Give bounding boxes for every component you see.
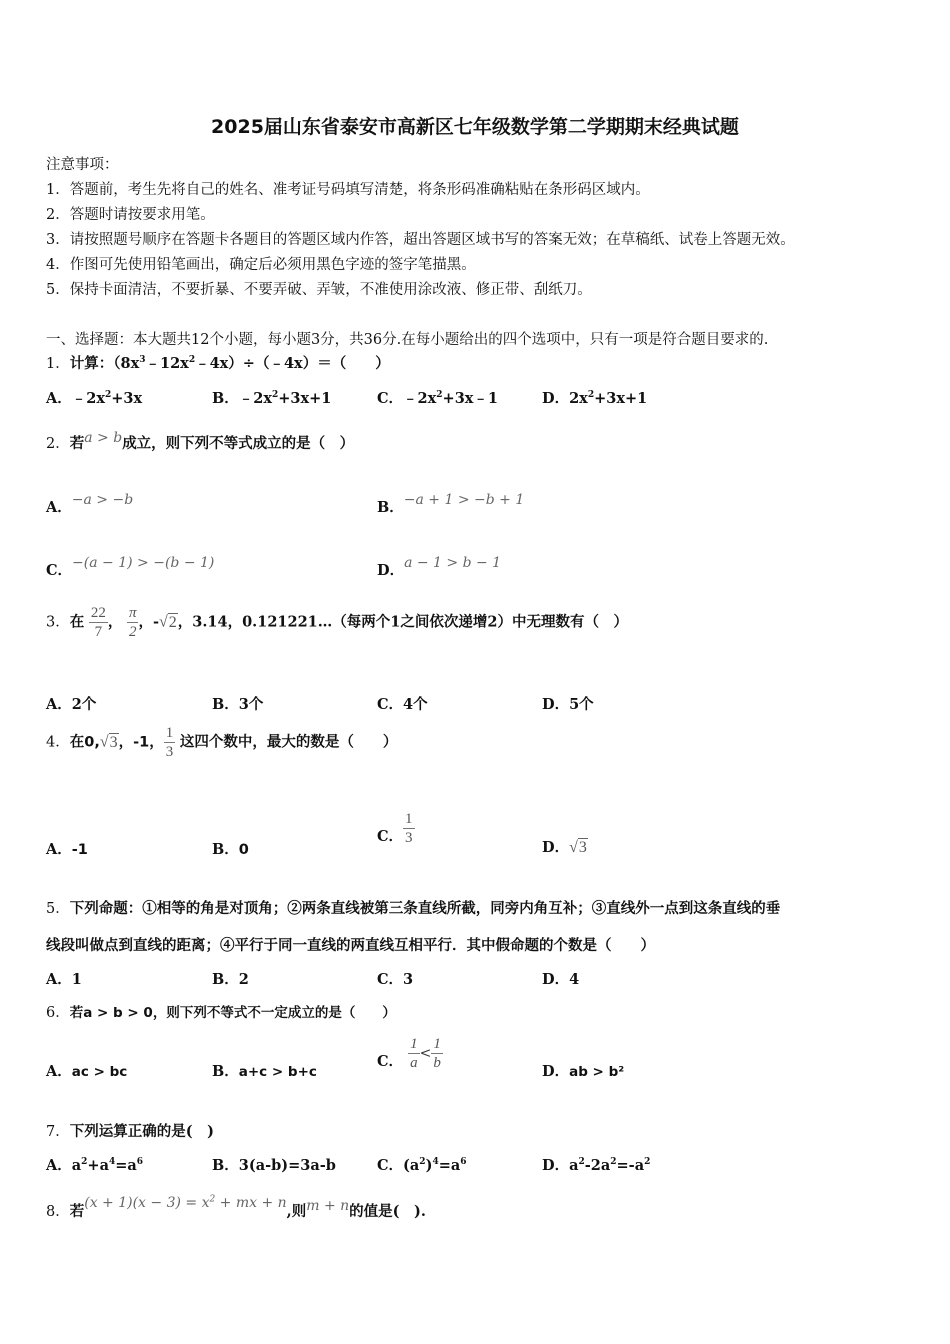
question-6 (46, 1001, 396, 1022)
option-text: C．﹣2x (377, 390, 437, 407)
question-text: 这四个数中，最大的数是（ ） (179, 734, 398, 751)
question-number: 2． (46, 436, 70, 452)
math-expression: m + n (306, 1198, 350, 1214)
question-4 (46, 724, 397, 761)
note-item: 4．作图可先使用铅笔画出，确定后必须用黑色字迹的签字笔描黑。 (46, 257, 476, 273)
option-label: D． (542, 1063, 570, 1080)
square-root: √3 (99, 733, 118, 751)
option-c[interactable] (377, 810, 415, 847)
option-b[interactable]: B．2 (212, 971, 249, 988)
question-number: 1． (46, 356, 70, 372)
note-item: 2．答题时请按要求用笔。 (46, 207, 215, 223)
math-expression: −a > −b (71, 492, 134, 508)
question-text: 下列运算正确的是( ) (69, 1123, 214, 1140)
math-expression: $(x + 1)(x - 3) = x^2$ + mx + n (84, 1194, 287, 1211)
question-7 (46, 1120, 214, 1141)
option-label: C． (377, 1052, 404, 1070)
question-number: 8． (46, 1204, 70, 1220)
square-root: √3 (569, 839, 587, 856)
question-text: ，-1， (118, 734, 164, 751)
question-8 (46, 1194, 426, 1221)
note-item: 3．请按照题号顺序在答题卡各题目的答题区域内作答，超出答题区域书写的答案无效；在草稿纸、试卷上答题无效。 (46, 232, 795, 248)
option-label: D． (377, 562, 405, 579)
option-d[interactable] (542, 387, 647, 408)
option-d[interactable]: D．4 (542, 971, 580, 988)
option-text: B．﹣2x (212, 390, 272, 407)
option-c[interactable]: C．4个 (377, 696, 428, 713)
fraction: $\frac{1}{3}$ (405, 811, 413, 846)
option-text: 0 (238, 842, 249, 858)
option-a[interactable] (46, 838, 88, 859)
option-d[interactable] (542, 836, 588, 857)
question-text: ﹣4x）÷（﹣4x）＝（ ） (195, 355, 390, 372)
option-a[interactable]: A．1 (46, 971, 82, 988)
question-text: 的值是( ). (349, 1203, 426, 1220)
option-label: A． (46, 499, 72, 516)
option-text: ac > bc (71, 1064, 128, 1080)
question-text: 若a > b > 0，则下列不等式不一定成立的是（ ） (69, 1005, 396, 1021)
option-a[interactable]: A．2个 (46, 696, 97, 713)
question-number: 6． (46, 1005, 70, 1021)
math-expression: −a + 1 > −b + 1 (403, 492, 525, 508)
math-expression: a > b (84, 430, 123, 446)
option-d[interactable] (542, 1060, 624, 1081)
question-number: 4． (46, 734, 70, 751)
question-text: 在 (69, 613, 85, 631)
question-5 (46, 897, 780, 918)
section-heading: 一、选择题：本大题共12个小题，每小题3分，共36分.在每小题给出的四个选项中，只有一项是符合题目要求的. (46, 332, 769, 348)
option-text: A．﹣2x (46, 390, 105, 407)
question-number: 5． (46, 901, 70, 917)
option-text: a+c > b+c (238, 1064, 317, 1080)
option-label: C． (377, 827, 404, 845)
question-text: ,则 (286, 1203, 307, 1220)
option-a[interactable] (46, 387, 142, 408)
question-5-continued: 线段叫做点到直线的距离；④平行于同一直线的两直线互相平行．其中假命题的个数是（ ） (46, 937, 655, 954)
note-item: 5．保持卡面清洁，不要折暴、不要弄破、弄皱，不准使用涂改液、修正带、刮纸刀。 (46, 282, 592, 298)
fraction: $\frac{1}{b}$ (433, 1036, 441, 1071)
question-1 (46, 352, 390, 373)
exponent: 3 (139, 355, 146, 366)
question-text: ，3.14，0.121221…（每两个1之间依次递增2）中无理数有（ ） (177, 613, 628, 631)
square-root: √2 (159, 613, 177, 631)
option-label: D． (542, 839, 570, 856)
fraction: $\frac{1}{3}$ (165, 725, 174, 760)
exponent: 2 (587, 390, 595, 401)
exponent: 2 (188, 355, 196, 366)
option-label: B． (212, 1063, 239, 1080)
option-d[interactable] (377, 555, 502, 580)
option-text: +3x﹣1 (442, 390, 499, 407)
question-number: 3． (46, 614, 70, 631)
option-b[interactable] (377, 492, 525, 517)
question-2 (46, 432, 354, 453)
exponent: 2 (104, 390, 112, 401)
option-text: ab > b² (569, 1064, 625, 1080)
option-text: +3x+1 (594, 390, 648, 407)
separator: ，- (138, 613, 159, 631)
math-expression: −(a − 1) > −(b − 1) (72, 555, 215, 571)
exponent: 2 (272, 390, 279, 401)
option-text: D．2x (542, 390, 588, 407)
option-d[interactable]: D．5个 (542, 696, 594, 713)
fraction: $\frac{22}{7}$ (90, 605, 106, 640)
separator: ， (107, 613, 123, 631)
question-text: 在0, (69, 734, 100, 751)
option-label: A． (46, 1063, 72, 1080)
option-label: C． (46, 562, 73, 579)
question-number: 7． (46, 1124, 70, 1140)
question-3 (46, 604, 628, 641)
option-b[interactable]: B．3(a-b)=3a-b (212, 1157, 336, 1174)
question-text: 成立，则下列不等式成立的是（ ） (122, 435, 355, 452)
option-b[interactable]: B．3个 (212, 696, 264, 713)
option-label: B． (212, 841, 239, 858)
math-expression: a − 1 > b − 1 (404, 555, 502, 571)
less-than-sign: < (419, 1045, 432, 1062)
option-d[interactable]: D．$a^2-2a^2=-a^2$ (542, 1157, 651, 1174)
notes-heading: 注意事项： (46, 157, 119, 173)
option-text: +3x+1 (278, 390, 332, 407)
option-b[interactable] (212, 838, 249, 859)
option-c[interactable] (377, 1035, 443, 1072)
page-title: 2025届山东省泰安市高新区七年级数学第二学期期末经典试题 (211, 116, 739, 138)
option-label: B． (377, 499, 404, 516)
option-c[interactable] (46, 555, 215, 580)
option-b[interactable] (212, 387, 331, 408)
question-text: 下列命题：①相等的角是对顶角；②两条直线被第三条直线所截，同旁内角互补；③直线外一点到这条直线的垂 (69, 900, 781, 917)
option-a[interactable] (46, 492, 134, 517)
option-text: -1 (71, 842, 88, 858)
question-text: 若 (69, 435, 85, 452)
option-a[interactable] (46, 1060, 127, 1081)
option-a[interactable]: A．$a^2+a^4=a^6$ (46, 1157, 144, 1174)
question-text: 计算：（8x (69, 355, 140, 372)
option-c[interactable] (377, 387, 498, 408)
question-text: 若 (69, 1203, 85, 1220)
note-item: 1．答题前，考生先将自己的姓名、准考证号码填写清楚，将条形码准确粘贴在条形码区域内。 (46, 182, 650, 198)
fraction: $\frac{1}{a}$ (410, 1036, 418, 1071)
fraction: $\frac{\pi}{2}$ (128, 605, 137, 640)
exponent: 2 (436, 390, 443, 401)
option-c[interactable]: C．$(a^2)^4=a^6$ (377, 1157, 467, 1174)
question-text: ﹣12x (145, 355, 189, 372)
option-text: +3x (111, 390, 143, 407)
option-b[interactable] (212, 1060, 317, 1081)
option-label: A． (46, 841, 72, 858)
option-c[interactable]: C．3 (377, 971, 414, 988)
